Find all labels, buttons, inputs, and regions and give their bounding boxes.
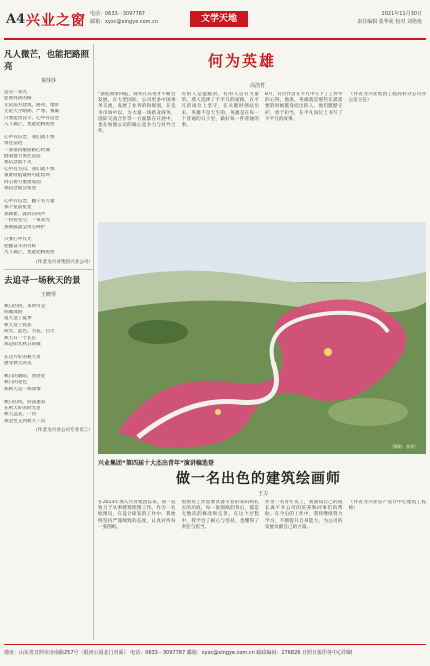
poem1-title: 凡人微芒，也能把路照亮 bbox=[4, 50, 90, 72]
poem-line: 无论前方建筑、路况、地形 bbox=[4, 102, 60, 108]
issue-date-line: 2021年11月30日 bbox=[381, 11, 422, 17]
poem-line: 那金色又到秋天一次 bbox=[4, 418, 46, 424]
contest-col-2: 绘图员工作需要具备专业的知识和扎实的功底，每一张图纸的背后，都是无数次的修改和完善。在这个过程中，我学会了耐心与坚持，也懂得了责任与担当。 bbox=[181, 500, 259, 530]
flower-dot bbox=[215, 409, 221, 415]
poem-line: 秋日的暖阳，到处处 bbox=[4, 374, 46, 380]
poem-line: 那是阳光秋日的歌 bbox=[4, 342, 41, 347]
contact-email: 邮箱：xyxc@xingye.com.cn bbox=[90, 19, 159, 25]
poem-line: 秋日的风，轻落迷彩 bbox=[4, 399, 46, 405]
poem-line: 同心协力重建家园 bbox=[4, 179, 41, 185]
issue-date bbox=[357, 10, 422, 26]
contest-body bbox=[98, 500, 426, 640]
main-area bbox=[98, 44, 426, 640]
poem-line: 夏天送了夏季 bbox=[4, 316, 32, 322]
flower-dot bbox=[324, 348, 332, 356]
poem-line: 只要能善良守、心中有信念 bbox=[4, 115, 60, 121]
poem1-author: 秦莎莎 bbox=[40, 78, 56, 84]
poem-line: 那个星晨星星 bbox=[4, 205, 32, 211]
poem-line: 那朝新，就回应回声 bbox=[4, 211, 46, 217]
poem2-title: 去追寻一场秋天的景 bbox=[4, 275, 81, 286]
poem2-author: 王晓琴 bbox=[40, 291, 56, 298]
poem-line: 那信念就不灭 bbox=[4, 160, 32, 166]
page-header bbox=[4, 4, 426, 40]
poem-line: 勇往前进 bbox=[4, 141, 23, 147]
poem1-note: （作者为兴业集团兴业公司） bbox=[33, 259, 93, 265]
sky bbox=[98, 222, 426, 282]
poem1-body bbox=[4, 90, 93, 257]
landscape-photo bbox=[98, 222, 426, 454]
poem-line: 心中有方向，我们就不惧 bbox=[4, 166, 55, 172]
poem-line: 无论天空晴朗、严寒、雾凝 bbox=[4, 109, 60, 115]
left-column bbox=[4, 44, 94, 640]
poem-line: 秋天有一个长长 bbox=[4, 335, 37, 341]
grass-patch bbox=[328, 398, 408, 426]
contest-col-3: 作为一名青年员工，我深知自己的成长离不开公司的培养和同事们的帮助。在今后的工作中，我将继续努力学习，不断提升自身能力，为公司的发展贡献自己的力量。 bbox=[265, 500, 343, 530]
poem-line: 秋天远去，一切 bbox=[4, 412, 37, 418]
poem-line: 只要心中有光 bbox=[4, 237, 32, 243]
page-number: A4 bbox=[6, 12, 26, 27]
contest-subtitle: 兴业集团“第四届十大杰出青年”演讲稿选登 bbox=[98, 460, 214, 467]
poem-line: 感受秋天的美 bbox=[4, 361, 32, 367]
contest-col-1: 在2013年加入兴业集团以来，我一直致力于从事建筑绘图工作。作为一名绘图员，在设计研发的工作中，我始终坚持严谨细致的态度，认真对待每一张图纸。 bbox=[98, 500, 176, 530]
contact-info bbox=[90, 10, 158, 26]
divider bbox=[4, 269, 93, 270]
contest-col-4: （作者为兴业房产设计中心建筑工程师） bbox=[348, 500, 426, 512]
poem2-body bbox=[4, 304, 93, 426]
poem-line: 一条条沟壑险路心坦诚 bbox=[4, 147, 50, 153]
poem2-note: （作者为兴业公司专业员工） bbox=[33, 428, 93, 434]
feature-col-3: 8月，有位作者在平凡中写下了工作中的心得，他说，英雄就是那些在最需要的时候挺身而出的人。他们默默守护、勇于担当，在平凡岗位上书写了不平凡的故事。 bbox=[265, 92, 343, 122]
section-tag: 文学天地 bbox=[190, 11, 248, 27]
feature-author: 高浩哲 bbox=[250, 83, 266, 89]
poem-line: 人人微芒，也能把路照亮 bbox=[4, 122, 55, 128]
poem-line: 在这片好的秋天里 bbox=[4, 354, 41, 360]
editor-line: 责任编辑 张华苑 校对 刘艳艳 bbox=[357, 19, 422, 25]
landscape-illustration bbox=[98, 222, 426, 454]
poem-line: 明媚深情 bbox=[4, 309, 23, 315]
poem-line: 一份份坚守，一束束光 bbox=[4, 218, 50, 224]
poem-line: 心中有信念，翻千有力量 bbox=[4, 198, 55, 204]
poem-line: 阳光、蓝色、雪花、白天 bbox=[4, 329, 55, 335]
poem-line: 凡人微芒，也能把路照亮 bbox=[4, 250, 55, 256]
poem-line: 总有一束光 bbox=[4, 90, 27, 95]
page-footer: 地址：山东省日照市济南路257号（银河公园北门对面） 电话：0633－3097787 邮箱：xyxc@xingye.com.cn 邮政编码：276826 日照日报印务中心印刷 bbox=[4, 644, 426, 660]
poem-line: 那朝露晶莹用心呵护 bbox=[4, 224, 46, 230]
tree-cluster bbox=[128, 320, 188, 344]
feature-col-2: 有的人是温暖的，有的人是有力量的。那人选择了不平凡的道路，在平凡的岗位上坚守，在关键时刻站出来。英雄不是天生的，英雄是在每一个普通的日子里，做好每一件普通的事。 bbox=[181, 92, 259, 129]
photo-credit: （摄影：张华） bbox=[390, 444, 418, 449]
poem-line: 秋日的金色 bbox=[4, 380, 27, 386]
poem-line: 群策群力勇往直前 bbox=[4, 154, 41, 160]
poem-line: 把握奋斗的目标 bbox=[4, 243, 37, 249]
feature-col-1: "条纹领带回报，商务在其英才不断会发展，在大型国际，公司更多中国事务交流，发展了业务的和规划，在竞争市场中以，为大量一场新业商务，国际交流合作等一方面都在开展中，也在加强公司的核心竞争力与对外合作。 bbox=[98, 92, 176, 135]
feature-title: 何为英雄 bbox=[208, 52, 277, 70]
contact-phone: 电话：0633－3097787 bbox=[90, 11, 145, 17]
feature-col-4: （作者为兴业集团工程高科分公司办公室主任） bbox=[348, 92, 426, 104]
poem-line: 艰难险阻最终可能坎坷 bbox=[4, 173, 50, 179]
poem-line: 秋天迎了收获 bbox=[4, 322, 32, 328]
poem-line: 在秋天好的时光里 bbox=[4, 406, 41, 412]
masthead-logo: 兴业之窗 bbox=[26, 13, 86, 29]
poem-line: 心中有信念，我们就不惧 bbox=[4, 134, 55, 140]
poem-line: 那信念就会希望 bbox=[4, 186, 37, 192]
poem-line: 愿照亮回的路 bbox=[4, 96, 32, 102]
contest-title: 做一名出色的建筑绘画师 bbox=[176, 471, 341, 487]
contest-author: 王力 bbox=[258, 491, 269, 497]
poem-line: 秋日的风，来时可是 bbox=[4, 303, 46, 309]
poem-line: 和秋天是一场深情 bbox=[4, 386, 41, 392]
feature-body bbox=[98, 92, 426, 218]
